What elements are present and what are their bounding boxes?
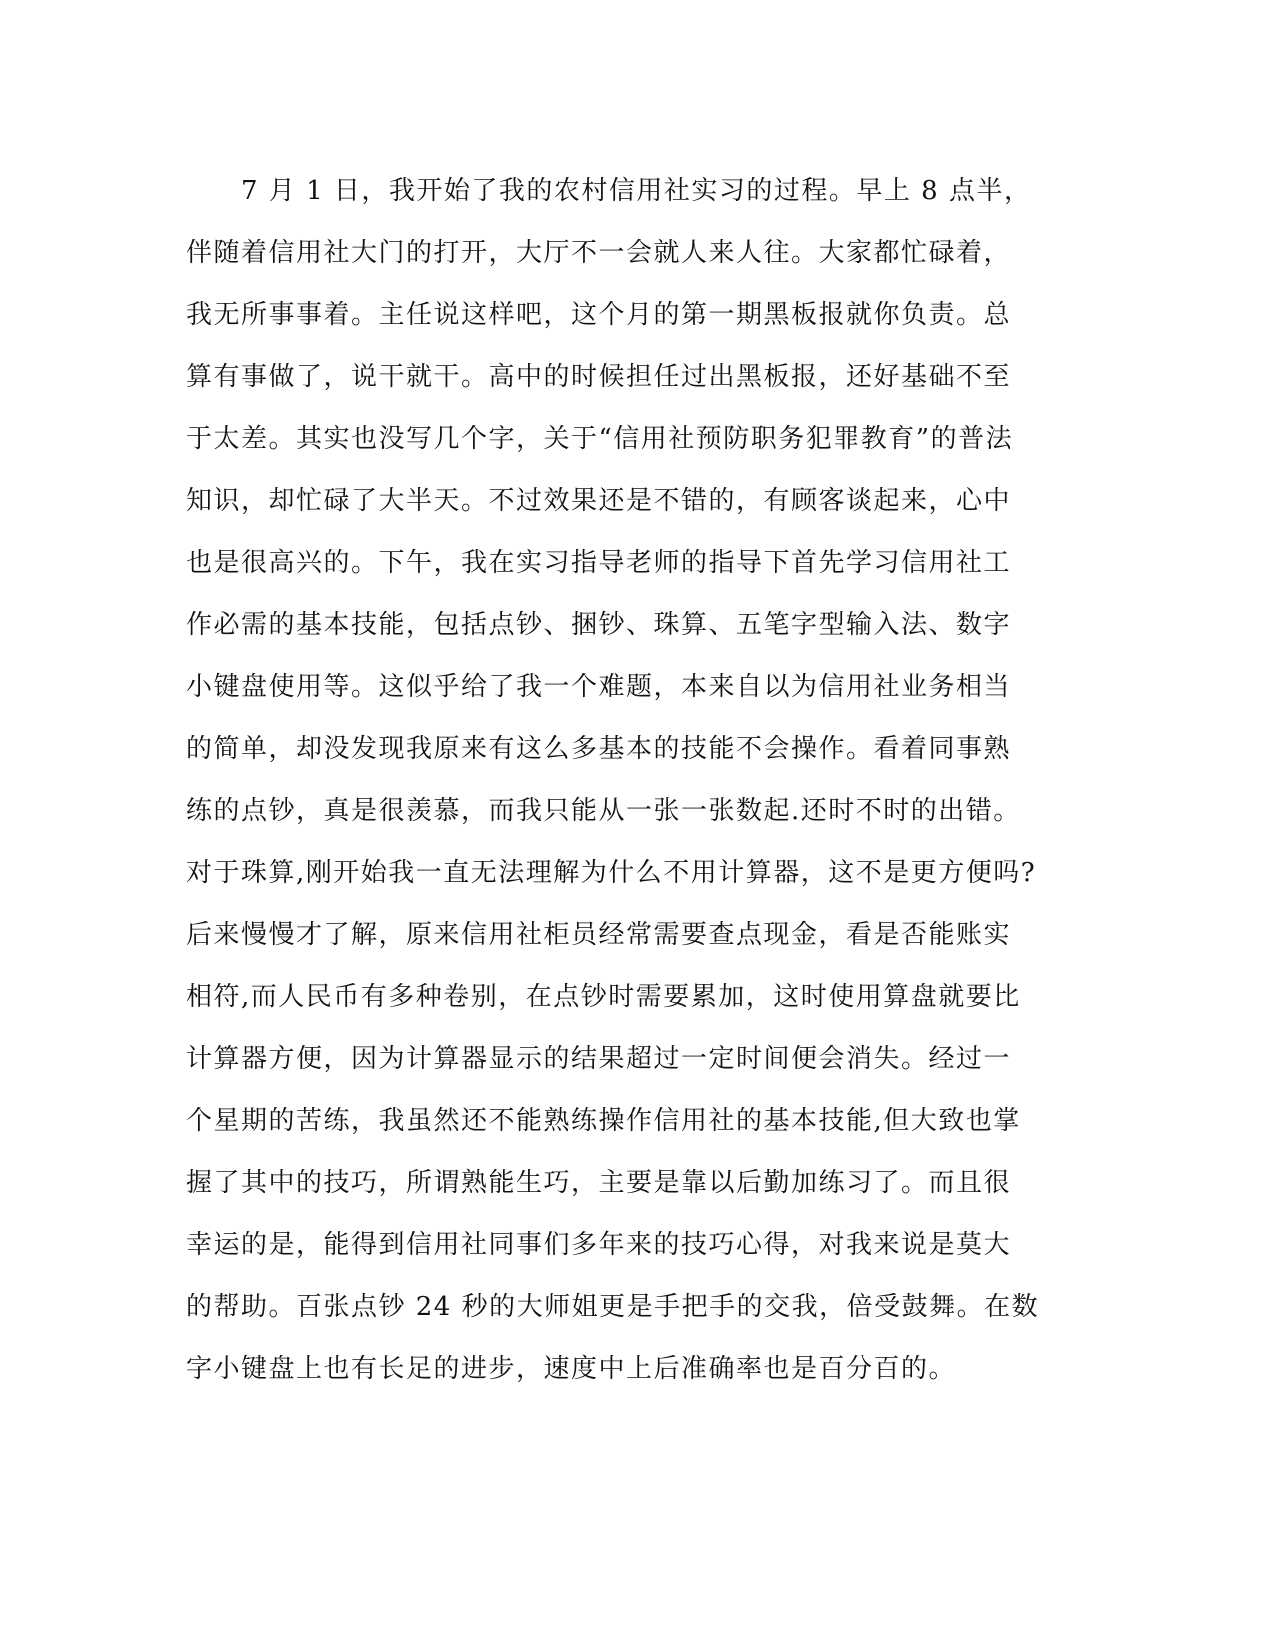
- paragraph: [186, 160, 1066, 1400]
- text-line: 练的点钞，真是很羡慕，而我只能从一张一张数起.还时不时的出错。: [186, 796, 1021, 826]
- text-line: 作必需的基本技能，包括点钞、捆钞、珠算、五笔字型输入法、数字: [186, 610, 1012, 640]
- text-line: 幸运的是，能得到信用社同事们多年来的技巧心得，对我来说是莫大: [186, 1230, 1012, 1260]
- text-line: 后来慢慢才了解，原来信用社柜员经常需要查点现金，看是否能账实: [186, 920, 1012, 950]
- text-line: 计算器方便，因为计算器显示的结果超过一定时间便会消失。经过一: [186, 1044, 1012, 1074]
- text-line: 也是很高兴的。下午，我在实习指导老师的指导下首先学习信用社工: [186, 548, 1012, 578]
- text-line: 小键盘使用等。这似乎给了我一个难题，本来自以为信用社业务相当: [186, 672, 1012, 702]
- text-line: 我无所事事着。主任说这样吧，这个月的第一期黑板报就你负责。总: [186, 300, 1012, 330]
- text-line: 相符,而人民币有多种卷别，在点钞时需要累加，这时使用算盘就要比: [186, 982, 1021, 1012]
- text-line: 于太差。其实也没写几个字，关于“信用社预防职务犯罪教育”的普法: [186, 424, 1014, 454]
- text-line: 知识，却忙碌了大半天。不过效果还是不错的，有顾客谈起来，心中: [186, 486, 1012, 516]
- text-line: 字小键盘上也有长足的进步，速度中上后准确率也是百分百的。: [186, 1354, 957, 1384]
- text-line: 伴随着信用社大门的打开，大厅不一会就人来人往。大家都忙碌着，: [186, 238, 1012, 268]
- text-line: 个星期的苦练，我虽然还不能熟练操作信用社的基本技能,但大致也掌: [186, 1106, 1021, 1136]
- text-line: 7 月 1 日，我开始了我的农村信用社实习的过程。早上 8 点半，: [186, 176, 1032, 206]
- text-line: 握了其中的技巧，所谓熟能生巧，主要是靠以后勤加练习了。而且很: [186, 1168, 1012, 1198]
- text-line: 的简单，却没发现我原来有这么多基本的技能不会操作。看着同事熟: [186, 734, 1012, 764]
- text-line: 算有事做了，说干就干。高中的时候担任过出黑板报，还好基础不至: [186, 362, 1012, 392]
- text-line: 对于珠算,刚开始我一直无法理解为什么不用计算器，这不是更方便吗?: [186, 858, 1037, 888]
- text-line: 的帮助。百张点钞 24 秒的大师姐更是手把手的交我，倍受鼓舞。在数: [186, 1292, 1040, 1322]
